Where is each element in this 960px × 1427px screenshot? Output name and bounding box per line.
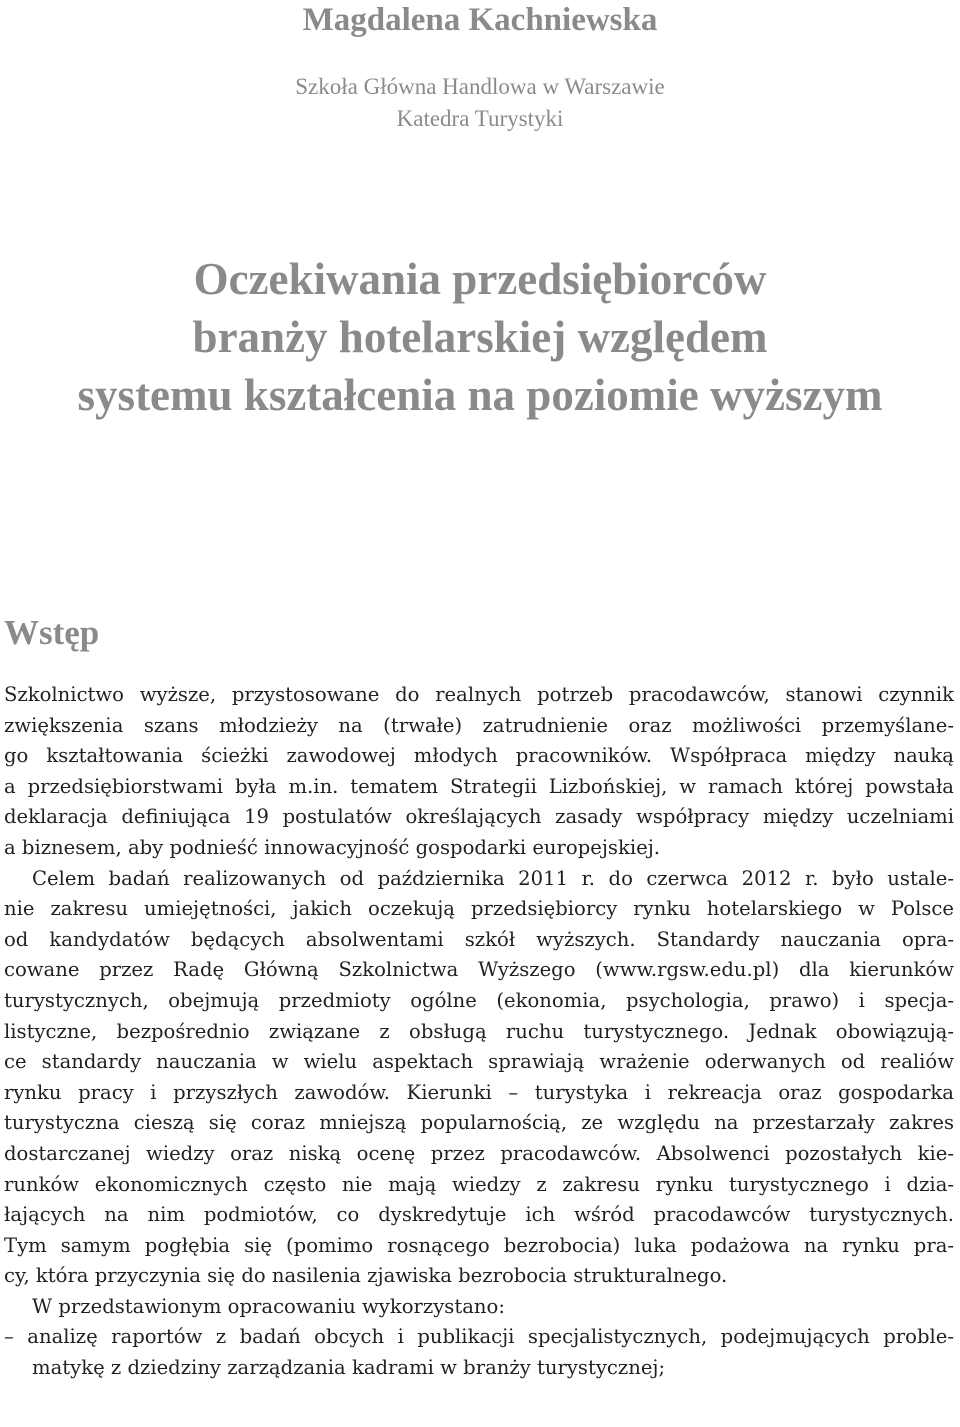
affiliation-university: Szkoła Główna Handlowa w Warszawie: [295, 74, 665, 99]
body-line: zwiększenia szans młodzieży na (trwałe) zatrudnienie oraz możliwości przemyślane-: [4, 713, 954, 737]
body-line: go kształtowania ścieżki zawodowej młodych pracowników. Współpraca między nauką: [4, 744, 954, 768]
body-line: cy, która przyczynia się do nasilenia zjawiska bezrobocia strukturalnego.: [4, 1264, 728, 1288]
body-text: [4, 680, 954, 1384]
list-item-continuation: matykę z dziedziny zarządzania kadrami w branży turystycznej;: [32, 1356, 666, 1380]
body-line: od kandydatów będących absolwentami szkół wyższych. Standardy nauczania opra-: [4, 927, 954, 951]
body-line: W przedstawionym opracowaniu wykorzystano:: [32, 1294, 505, 1318]
body-line: łających na nim podmiotów, co dyskredytuje ich wśród pracodawców turystycznych.: [4, 1203, 954, 1227]
body-line: deklaracja definiująca 19 postulatów określających zasady współpracy między uczelniami: [4, 805, 954, 829]
body-line: listyczne, bezpośrednio związane z obsługą ruchu turystycznego. Jednak obowiązują-: [4, 1019, 954, 1043]
body-line: ce standardy nauczania w wielu aspektach sprawiają wrażenie oderwanych od realiów: [4, 1050, 954, 1074]
body-line: runków ekonomicznych często nie mają wiedzy z zakresu rynku turystycznego i dzia-: [4, 1172, 954, 1196]
body-line: Celem badań realizowanych od października 2011 r. do czerwca 2012 r. było ustale-: [32, 866, 954, 890]
body-line: Tym samym pogłębia się (pomimo rosnącego bezrobocia) luka podażowa na rynku pra-: [4, 1233, 954, 1257]
list-item: – analizę raportów z badań obcych i publikacji specjalistycznych, podejmujących proble-: [4, 1325, 954, 1349]
author-name: Magdalena Kachniewska: [302, 2, 658, 38]
body-line: turystycznych, obejmują przedmioty ogólne (ekonomia, psychologia, prawo) i specja-: [4, 988, 954, 1012]
article-title: [0, 250, 960, 424]
title-line: Oczekiwania przedsiębiorców: [193, 254, 767, 304]
body-line: turystyczna cieszą się coraz mniejszą popularnością, ze względu na przestarzały zakres: [4, 1111, 954, 1135]
body-line: Szkolnictwo wyższe, przystosowane do realnych potrzeb pracodawców, stanowi czynnik: [4, 683, 954, 706]
body-line: cowane przez Radę Główną Szkolnictwa Wyższego (www.rgsw.edu.pl) dla kierunków: [4, 958, 954, 982]
title-line: systemu kształcenia na poziomie wyższym: [77, 370, 883, 420]
body-line: rynku pracy i przyszłych zawodów. Kierunki – turystyka i rekreacja oraz gospodarka: [4, 1080, 954, 1104]
body-line: a biznesem, aby podnieść innowacyjność gospodarki europejskiej.: [4, 835, 661, 859]
body-line: dostarczanej wiedzy oraz niską ocenę przez pracodawców. Absolwenci pozostałych kie-: [4, 1141, 954, 1165]
body-line: a przedsiębiorstwami była m.in. tematem Strategii Lizbońskiej, w ramach której powstała: [4, 774, 954, 798]
section-heading: Wstęp: [4, 613, 100, 652]
title-line: branży hotelarskiej względem: [192, 312, 768, 362]
body-line: nie zakresu umiejętności, jakich oczekują przedsiębiorcy rynku hotelarskiego w Polsce: [4, 897, 954, 921]
affiliation-department: Katedra Turystyki: [396, 106, 564, 131]
